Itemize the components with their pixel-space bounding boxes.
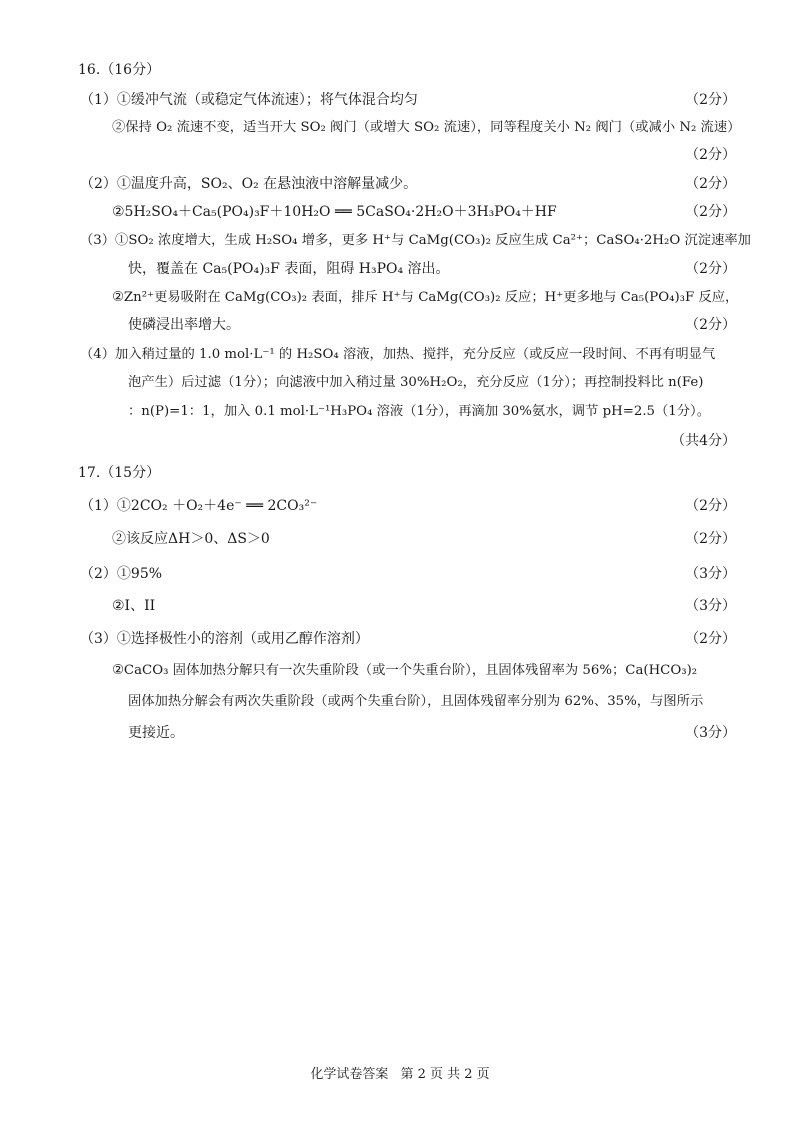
answer-line: [0, 430, 800, 452]
answer-line: [0, 563, 800, 585]
answer-text: 固体加热分解会有两次失重阶段（或两个失重台阶），且固体残留率分别为 62%、35%，与图所示: [128, 694, 704, 709]
q16-heading-line: [0, 59, 800, 81]
answer-text: 泡产生）后过滤（1分）；向滤液中加入稍过量 30%H₂O₂，充分反应（1分）；再控制投料比 n(Fe): [128, 375, 704, 390]
answer-text: ：n(P)=1：1，加入 0.1 mol·L⁻¹H₃PO₄ 溶液（1分），再滴加 30%氨水，调节 pH=2.5（1分）。: [128, 404, 711, 419]
answer-text: ②I、II: [112, 598, 156, 614]
answer-line: [0, 628, 800, 650]
answer-line: [0, 230, 800, 252]
answer-line: [0, 89, 800, 111]
answer-line: [0, 144, 800, 166]
answer-line: [0, 660, 800, 682]
score-label: （共4分）: [671, 433, 736, 449]
answer-line: [0, 528, 800, 550]
score-label: （2分）: [685, 498, 736, 514]
answer-line: [0, 201, 800, 223]
answer-line: [0, 314, 800, 336]
score-label: （2分）: [685, 317, 736, 333]
answer-text: ②CaCO₃ 固体加热分解只有一次失重阶段（或一个失重台阶），且固体残留率为 56%；Ca(HCO₃)₂: [112, 663, 698, 678]
answer-text: ②Zn²⁺更易吸附在 CaMg(CO₃)₂ 表面，排斥 H⁺与 CaMg(CO₃)₂ 反应；H⁺更多地与 Ca₅(PO₄)₃F 反应，: [112, 290, 739, 305]
answer-text: ②该反应ΔH＞0、ΔS＞0: [112, 531, 270, 547]
page-number: 第 2 页 共 2 页: [400, 1067, 490, 1082]
answer-line: [0, 722, 800, 744]
score-label: （2分）: [685, 176, 736, 192]
answer-line: [0, 117, 800, 139]
chemical-equation: ②5H₂SO₄＋Ca₅(PO₄)₃F＋10H₂O ══ 5CaSO₄·2H₂O＋3H₃PO₄＋HF: [112, 204, 557, 220]
q17-heading-line: [0, 462, 800, 484]
answer-text: （1）①缓冲气流（或稳定气体流速）；将气体混合均匀: [80, 92, 418, 108]
question-heading: 17.（15分）: [78, 465, 161, 481]
answer-text: （2）①温度升高，SO₂、O₂ 在悬浊液中溶解量减少。: [80, 176, 418, 192]
answer-line: [0, 495, 800, 517]
answer-text: （3）①选择极性小的溶剂（或用乙醇作溶剂）: [80, 631, 369, 647]
question-heading: 16.（16分）: [78, 62, 161, 78]
answer-text: （2）①95%: [80, 566, 163, 582]
footer-title: 化学试卷答案: [310, 1067, 389, 1082]
answer-text: 快，覆盖在 Ca₅(PO₄)₃F 表面，阻碍 H₃PO₄ 溶出。: [128, 261, 450, 277]
answer-text: ②保持 O₂ 流速不变，适当开大 SO₂ 阀门（或增大 SO₂ 流速），同等程度关小 N₂ 阀门（或减小 N₂ 流速）: [112, 120, 741, 135]
answer-line: [0, 258, 800, 280]
page-footer: [0, 1063, 800, 1082]
score-label: （3分）: [685, 566, 736, 582]
answer-line: [0, 344, 800, 366]
score-label: （2分）: [685, 147, 736, 163]
answer-text: 更接近。: [128, 725, 184, 741]
answer-text: （4）加入稍过量的 1.0 mol·L⁻¹ 的 H₂SO₄ 溶液，加热、搅拌，充分反应（或反应一段时间、不再有明显气: [80, 347, 716, 362]
score-label: （3分）: [685, 598, 736, 614]
answer-line: [0, 173, 800, 195]
answer-line: [0, 691, 800, 713]
answer-line: [0, 372, 800, 394]
score-label: （3分）: [685, 725, 736, 741]
score-label: （2分）: [685, 631, 736, 647]
answer-line: [0, 401, 800, 423]
score-label: （2分）: [685, 261, 736, 277]
score-label: （2分）: [685, 204, 736, 220]
answer-line: [0, 595, 800, 617]
answer-text: 使磷浸出率增大。: [128, 317, 240, 333]
score-label: （2分）: [685, 92, 736, 108]
score-label: （2分）: [685, 531, 736, 547]
answer-text: （3）①SO₂ 浓度增大，生成 H₂SO₄ 增多，更多 H⁺与 CaMg(CO₃)₂ 反应生成 Ca²⁺；CaSO₄·2H₂O 沉淀速率加: [80, 233, 751, 248]
answer-line: [0, 287, 800, 309]
chemical-equation: （1）①2CO₂ ＋O₂＋4e⁻ ══ 2CO₃²⁻: [80, 498, 318, 514]
